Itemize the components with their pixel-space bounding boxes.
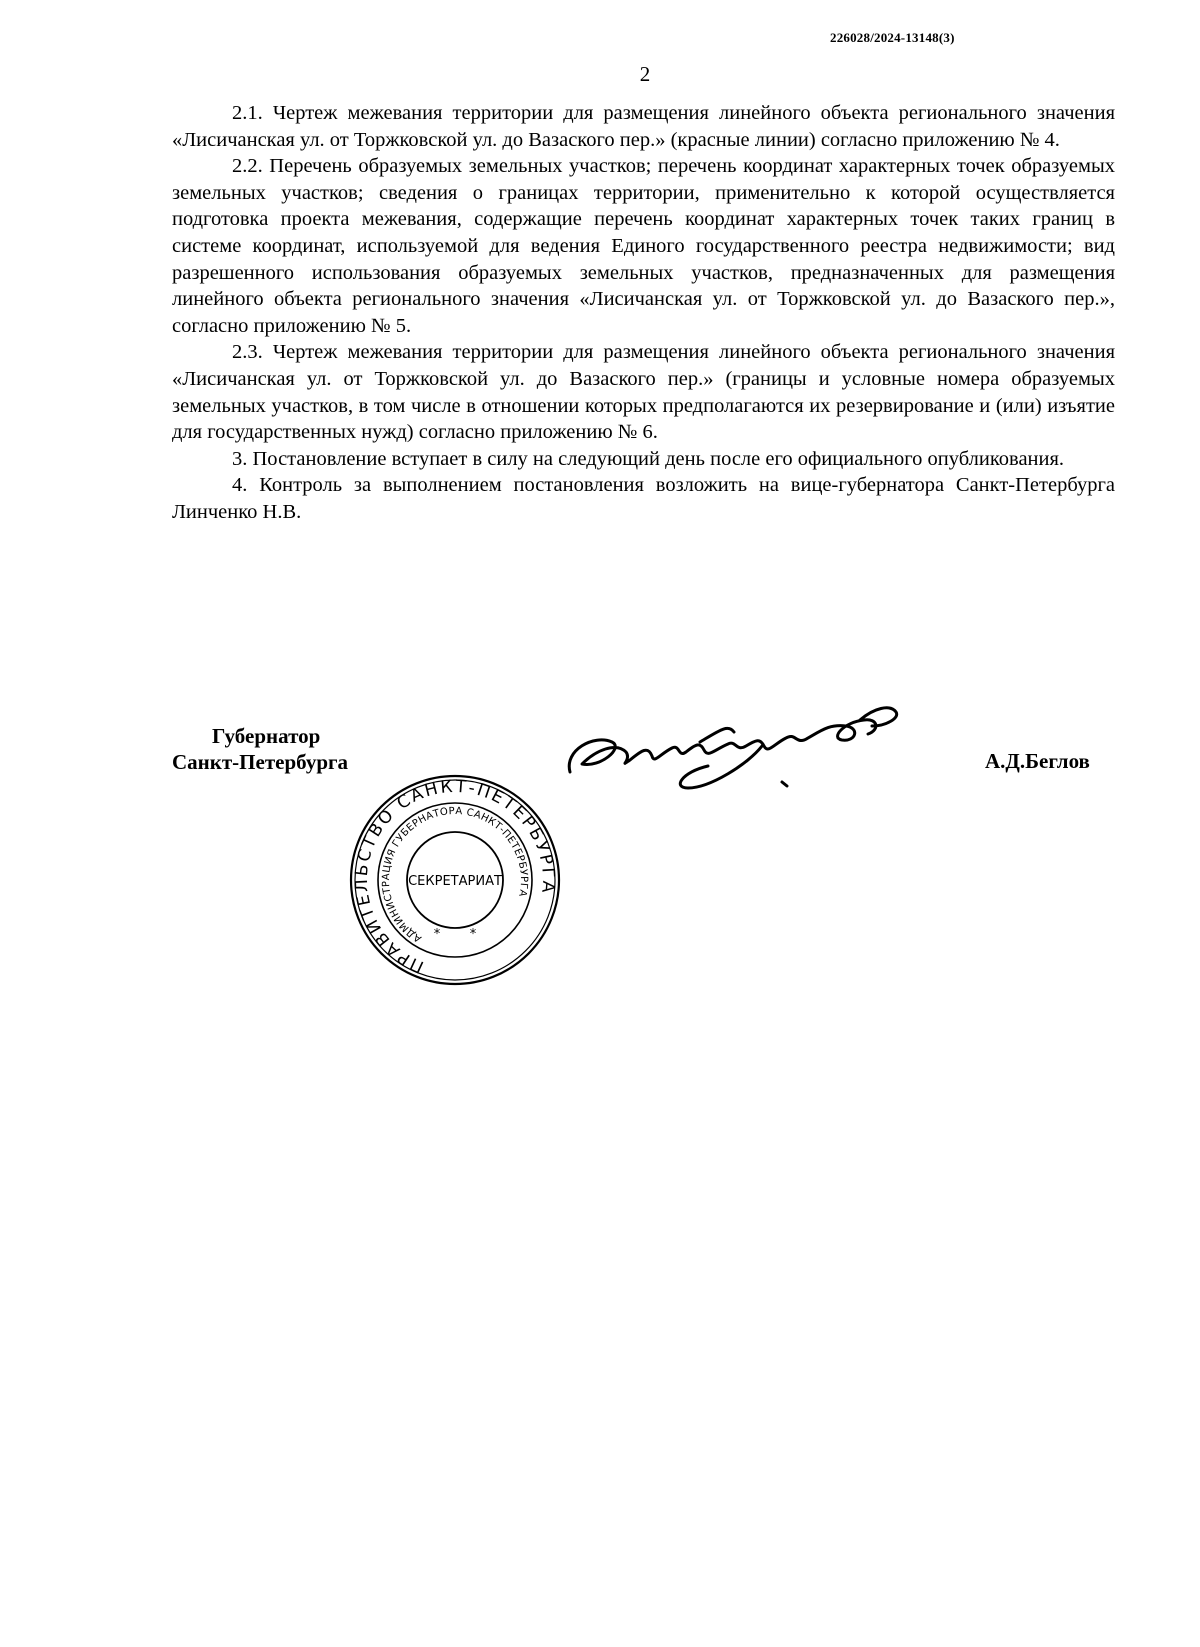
signatory-name: А.Д.Беглов <box>985 749 1090 773</box>
official-seal-stamp <box>345 770 565 995</box>
svg-text:АДМИНИСТРАЦИЯ ГУБЕРНАТОРА САНК: АДМИНИСТРАЦИЯ ГУБЕРНАТОРА САНКТ-ПЕТЕРБУРГА <box>380 805 530 944</box>
svg-text:*: * <box>433 927 441 942</box>
paragraph-4: 4. Контроль за выполнением постановления возложить на вице-губернатора Санкт-Петербурга Линченко Н.В. <box>172 474 1115 523</box>
svg-text:ПРАВИТЕЛЬСТВО САНКТ-ПЕТЕРБУРГА: ПРАВИТЕЛЬСТВО САНКТ-ПЕТЕРБУРГА <box>351 776 559 977</box>
paragraph-2-1: 2.1. Чертеж межевания территории для размещения линейного объекта регионального значения «Лисичанская ул. от Торжковской ул. до Вазаского пер.» (красные линии) согласно приложению № 4. <box>172 102 1115 151</box>
svg-text:СЕКРЕТАРИАТ: СЕКРЕТАРИАТ <box>408 874 502 889</box>
signatory-title <box>172 723 348 775</box>
page-number: 2 <box>639 62 651 86</box>
paragraph-3: 3. Постановление вступает в силу на следующий день после его официального опубликования. <box>232 447 1065 470</box>
document-registration-number: 226028/2024-13148(3) <box>830 30 955 45</box>
svg-text:*: * <box>469 927 477 942</box>
handwritten-signature <box>560 690 940 825</box>
signatory-position: Губернатор <box>212 724 321 748</box>
paragraph-2-3: 2.3. Чертеж межевания территории для размещения линейного объекта регионального значения «Лисичанская ул. от Торжковской ул. до Вазаского пер.» (границы и условные номера образуемых земельных участков, в том числе в отношении которых предполагаются их резервирование и (или) изъятие для государственных нужд) согласно приложению № 6. <box>172 341 1115 444</box>
signatory-region: Санкт-Петербурга <box>172 750 349 774</box>
document-body <box>172 100 1115 526</box>
paragraph-2-2: 2.2. Перечень образуемых земельных участков; перечень координат характерных точек образуемых земельных участков; сведения о границах территории, применительно к которой осуществляется подготовка проекта межевания, содержащие перечень координат характерных точек таких границ в системе координат, используемой для ведения Единого государственного реестра недвижимости; вид разрешенного использования образуемых земельных участков, предназначенных для размещения линейного объекта регионального значения «Лисичанская ул. от Торжковской ул. до Вазаского пер.», согласно приложению № 5. <box>172 155 1115 337</box>
